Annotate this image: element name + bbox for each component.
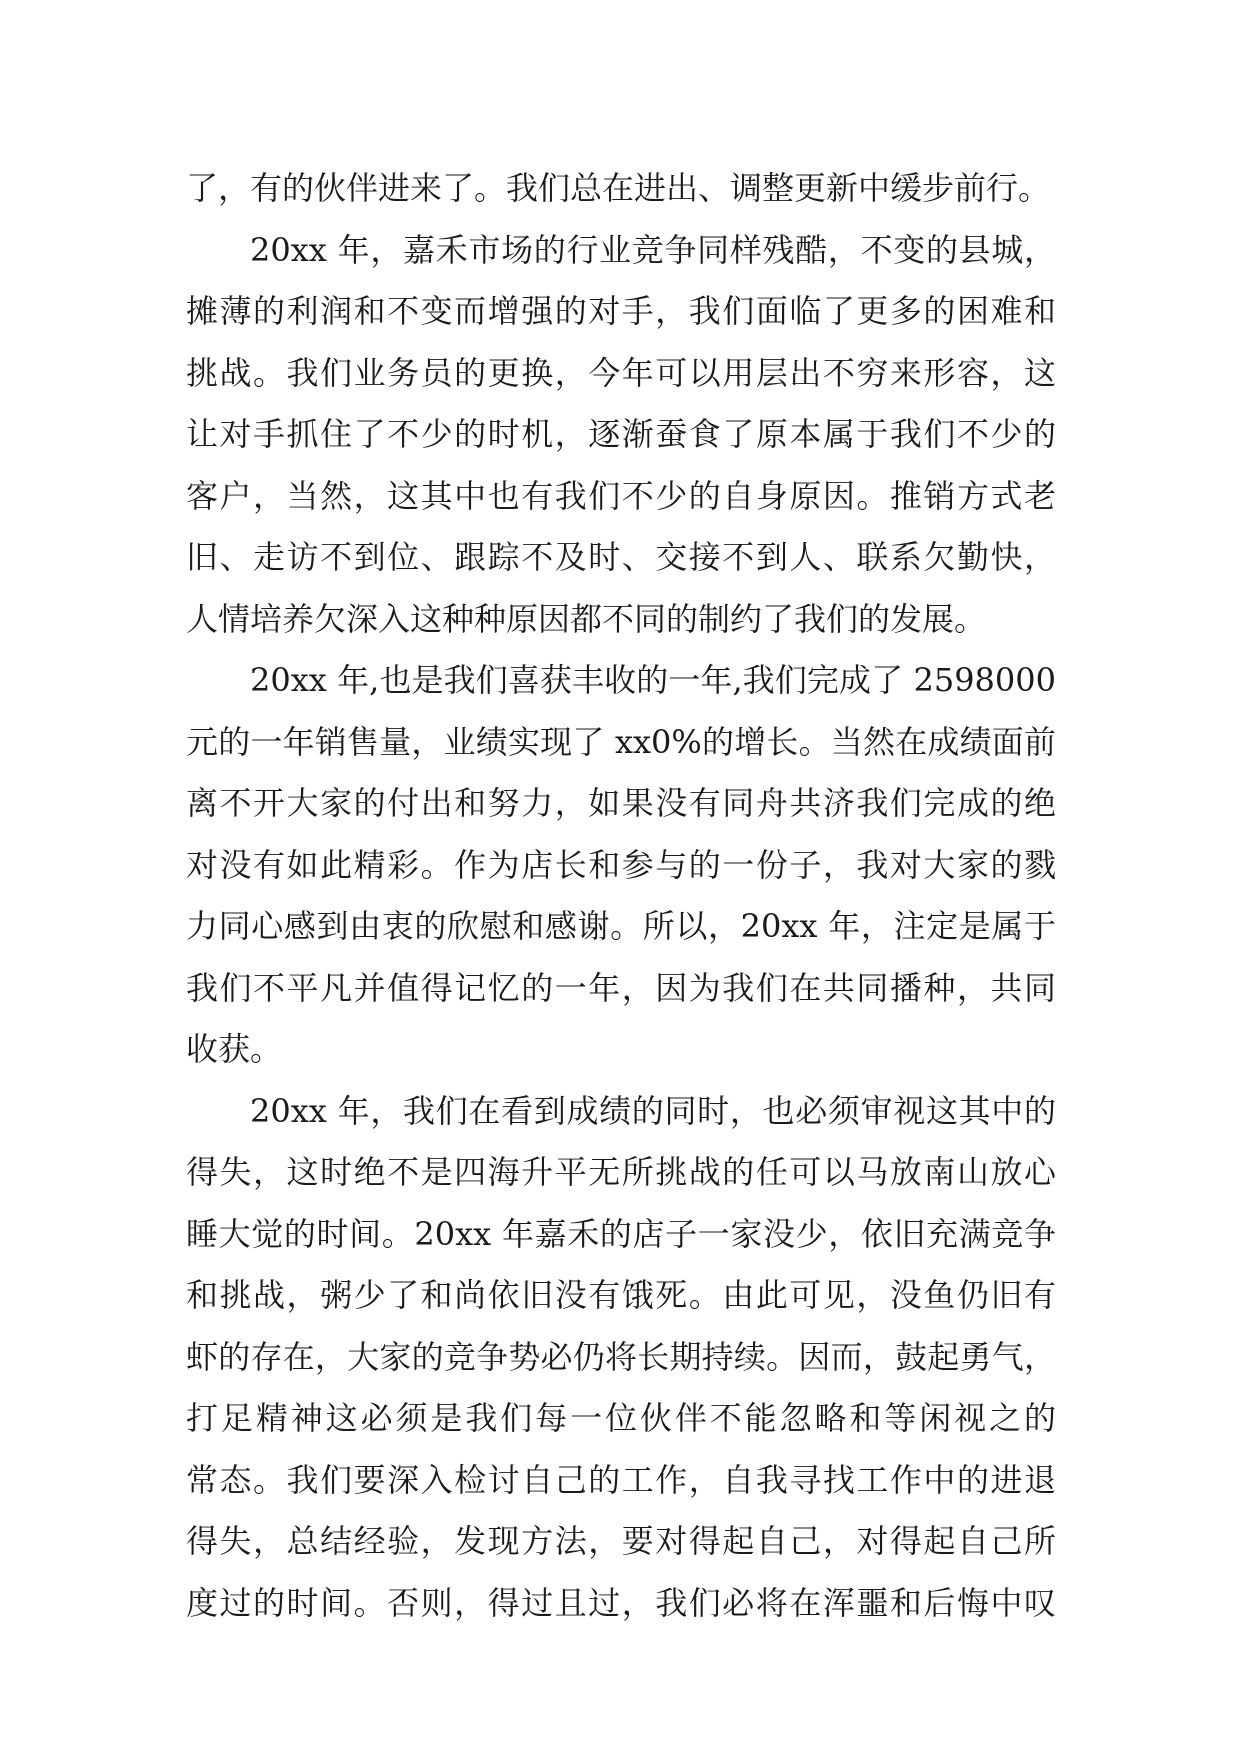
text-line: 了，有的伙伴进来了。我们总在进出、调整更新中缓步前行。 (186, 169, 1051, 207)
text-line: 得失，这时绝不是四海升平无所挑战的任可以马放南山放心 (186, 1153, 1056, 1191)
text-line: 睡大觉的时间。20xx 年嘉禾的店子一家没少，依旧充满竞争 (186, 1214, 1056, 1253)
text-line: 得失，总结经验，发现方法，要对得起自己，对得起自己所 (186, 1522, 1056, 1560)
text-line: 客户，当然，这其中也有我们不少的自身原因。推销方式老 (186, 476, 1056, 515)
text-line: 收获。 (186, 1030, 283, 1068)
text-line: 挑战。我们业务员的更换，今年可以用层出不穷来形容，这 (186, 353, 1056, 392)
text-line: 度过的时间。否则，得过且过，我们必将在浑噩和后悔中叹 (186, 1583, 1056, 1622)
text-line: 对没有如此精彩。作为店长和参与的一份子，我对大家的戮 (186, 845, 1056, 884)
text-line: 旧、走访不到位、跟踪不及时、交接不到人、联系欠勤快， (186, 538, 1056, 576)
text-line: 和挑战，粥少了和尚依旧没有饿死。由此可见，没鱼仍旧有 (186, 1276, 1056, 1314)
text-line: 打足精神这必须是我们每一位伙伴不能忽略和等闲视之的 (186, 1399, 1056, 1437)
text-line: 元的一年销售量，业绩实现了 xx0%的增长。当然在成绩面前 (186, 722, 1056, 761)
text-line: 人情培养欠深入这种种原因都不同的制约了我们的发展。 (186, 599, 987, 638)
paragraph-first-line: 20xx 年，我们在看到成绩的同时，也必须审视这其中的 (250, 1091, 1056, 1130)
text-line: 摊薄的利润和不变而增强的对手，我们面临了更多的困难和 (186, 292, 1056, 330)
text-line: 离不开大家的付出和努力，如果没有同舟共济我们完成的绝 (186, 784, 1056, 822)
paragraph-first-line: 20xx 年,也是我们喜获丰收的一年,我们完成了 2598000 (250, 661, 1056, 699)
text-line: 力同心感到由衷的欣慰和感谢。所以，20xx 年，注定是属于 (186, 907, 1056, 945)
document-body (186, 158, 1056, 1634)
paragraph-first-line: 20xx 年，嘉禾市场的行业竞争同样残酷，不变的县城， (250, 230, 1056, 269)
text-line: 常态。我们要深入检讨自己的工作，自我寻找工作中的进退 (186, 1460, 1056, 1499)
text-line: 我们不平凡并值得记忆的一年，因为我们在共同播种，共同 (186, 968, 1056, 1007)
text-line: 虾的存在，大家的竞争势必仍将长期持续。因而，鼓起勇气， (186, 1337, 1056, 1376)
text-line: 让对手抓住了不少的时机，逐渐蚕食了原本属于我们不少的 (186, 415, 1056, 453)
